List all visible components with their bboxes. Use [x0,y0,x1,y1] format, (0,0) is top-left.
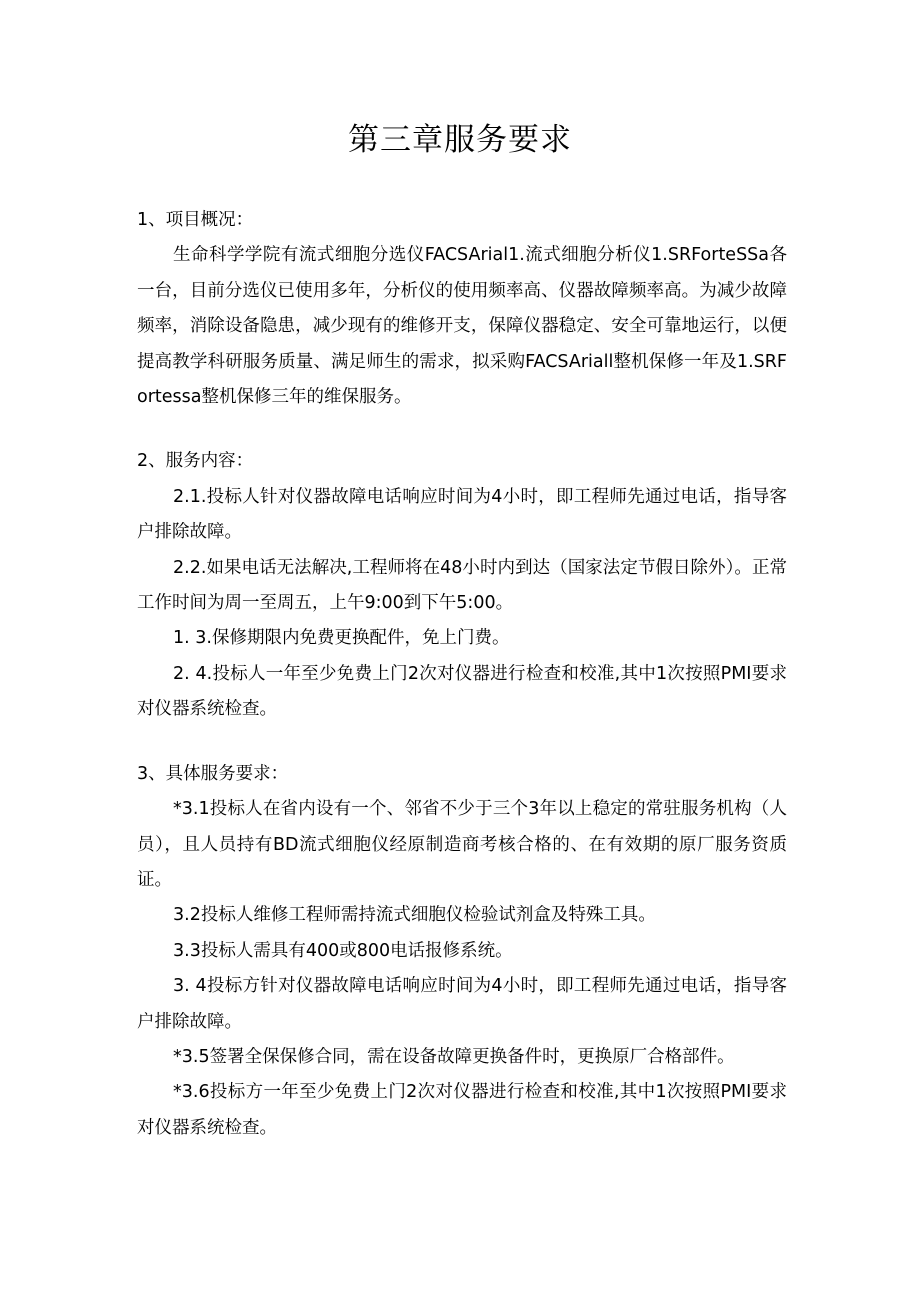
section-3-item-6: *3.6投标方一年至少免费上门2次对仪器进行检查和校准,其中1次按照PMI要求对仪器系统检查。 [137,1082,787,1138]
section-3-item-5: *3.5签署全保保修合同，需在设备故障更换备件时，更换原厂合格部件。 [173,1046,735,1067]
section-3-item-4: 3. 4投标方针对仪器故障电话响应时间为4小时，即工程师先通过电话，指导客户排除故障。 [137,976,787,1032]
section-spacer [137,415,787,444]
section-3-item-2: 3.2投标人维修工程师需持流式细胞仪检验试剂盒及特殊工具。 [173,905,656,926]
section-3-heading: 3、具体服务要求： [137,763,289,784]
section-1-body: 生命科学学院有流式细胞分选仪FACSArial1.流式细胞分析仪1.SRForteSSa各一台，目前分选仪已使用多年，分析仪的使用频率高、仪器故障频率高。为减少故障频率，消除设备隐患，减少现有的维修开支，保障仪器稳定、安全可靠地运行，以便提高教学科研服务质量、满足师生的需求，拟采购FACSAriall整机保修一年及1.SRFortessa整机保修三年的维保服务。 [137,245,787,408]
section-3-item-1: *3.1投标人在省内设有一个、邻省不少于三个3年以上稳定的常驻服务机构（人员），且人员持有BD流式细胞仪经原制造商考核合格的、在有效期的原厂服务资质证。 [137,799,787,890]
section-2-item-2: 2.2.如果电话无法解决,工程师将在48小时内到达（国家法定节假日除外）。正常工作时间为周一至周五，上午9:00到下午5:00。 [137,557,787,614]
section-3-item-3: 3.3投标人需具有400或800电话报修系统。 [173,940,513,961]
section-1-heading: 1、项目概况： [137,210,254,230]
section-2-item-4: 2. 4.投标人一年至少免费上门2次对仪器进行检查和校准,其中1次按照PMI要求对仪器系统检查。 [137,663,787,720]
page-title: 第三章服务要求 [348,122,572,158]
section-2-heading: 2、服务内容： [137,451,254,472]
section-2-item-1: 2.1.投标人针对仪器故障电话响应时间为4小时，即工程师先通过电话，指导客户排除故障。 [137,486,787,543]
document-body [137,203,787,1146]
section-2-item-3: 1. 3.保修期限内免费更换配件，免上门费。 [173,628,510,649]
section-spacer [137,728,787,757]
